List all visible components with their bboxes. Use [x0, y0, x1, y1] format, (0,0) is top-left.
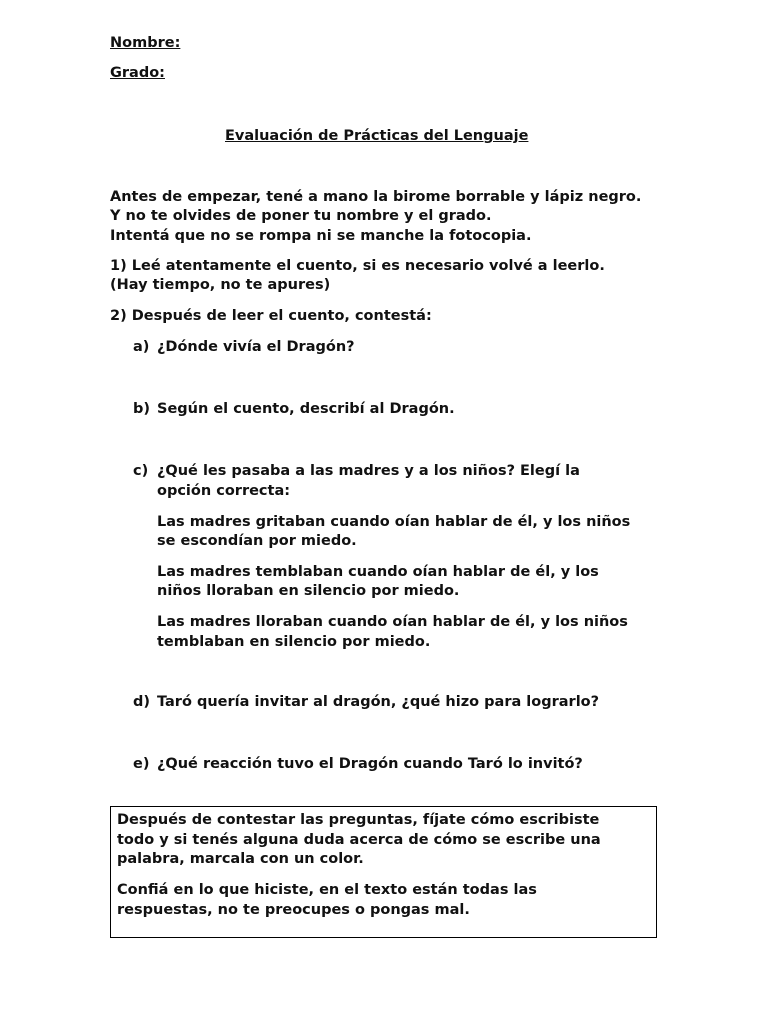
option-line: temblaban en silencio por miedo. [157, 634, 431, 650]
question-marker: c) [133, 463, 149, 479]
option-line: Las madres temblaban cuando oían hablar de él, y los [157, 564, 599, 580]
note-line: todo y si tenés alguna duda acerca de cómo se escribe una [117, 832, 601, 848]
question-marker: a) [133, 339, 150, 355]
question-text: ¿Qué reacción tuvo el Dragón cuando Taró lo invitó? [157, 756, 583, 772]
option-line: se escondían por miedo. [157, 533, 357, 549]
note-line: respuestas, no te preocupes o pongas mal. [117, 902, 470, 918]
question-text: opción correcta: [157, 483, 291, 499]
page-title: Evaluación de Prácticas del Lenguaje [225, 128, 529, 144]
question-marker: e) [133, 756, 150, 772]
grade-label: Grado: [110, 65, 165, 81]
question-text: Taró quería invitar al dragón, ¿qué hizo para lograrlo? [157, 694, 600, 710]
question-marker: d) [133, 694, 151, 710]
name-label: Nombre: [110, 35, 181, 51]
question-text: ¿Qué les pasaba a las madres y a los niños? Elegí la [157, 463, 580, 479]
question-marker: b) [133, 401, 151, 417]
instruction-2: 2) Después de leer el cuento, contestá: [110, 308, 432, 324]
option-line: Las madres gritaban cuando oían hablar de él, y los niños [157, 514, 631, 530]
instruction-line: 1) Leé atentamente el cuento, si es necesario volvé a leerlo. [110, 258, 605, 274]
note-line: Confiá en lo que hiciste, en el texto están todas las [117, 882, 537, 898]
instruction-line: (Hay tiempo, no te apures) [110, 277, 331, 293]
intro-line: Y no te olvides de poner tu nombre y el grado. [110, 208, 492, 224]
question-text: Según el cuento, describí al Dragón. [157, 401, 455, 417]
note-line: Después de contestar las preguntas, fíjate cómo escribiste [117, 812, 600, 828]
question-text: ¿Dónde vivía el Dragón? [157, 339, 355, 355]
option-line: Las madres lloraban cuando oían hablar de él, y los niños [157, 614, 628, 630]
intro-line: Antes de empezar, tené a mano la birome borrable y lápiz negro. [110, 189, 642, 205]
option-line: niños lloraban en silencio por miedo. [157, 583, 460, 599]
note-line: palabra, marcala con un color. [117, 851, 364, 867]
intro-line: Intentá que no se rompa ni se manche la fotocopia. [110, 228, 532, 244]
